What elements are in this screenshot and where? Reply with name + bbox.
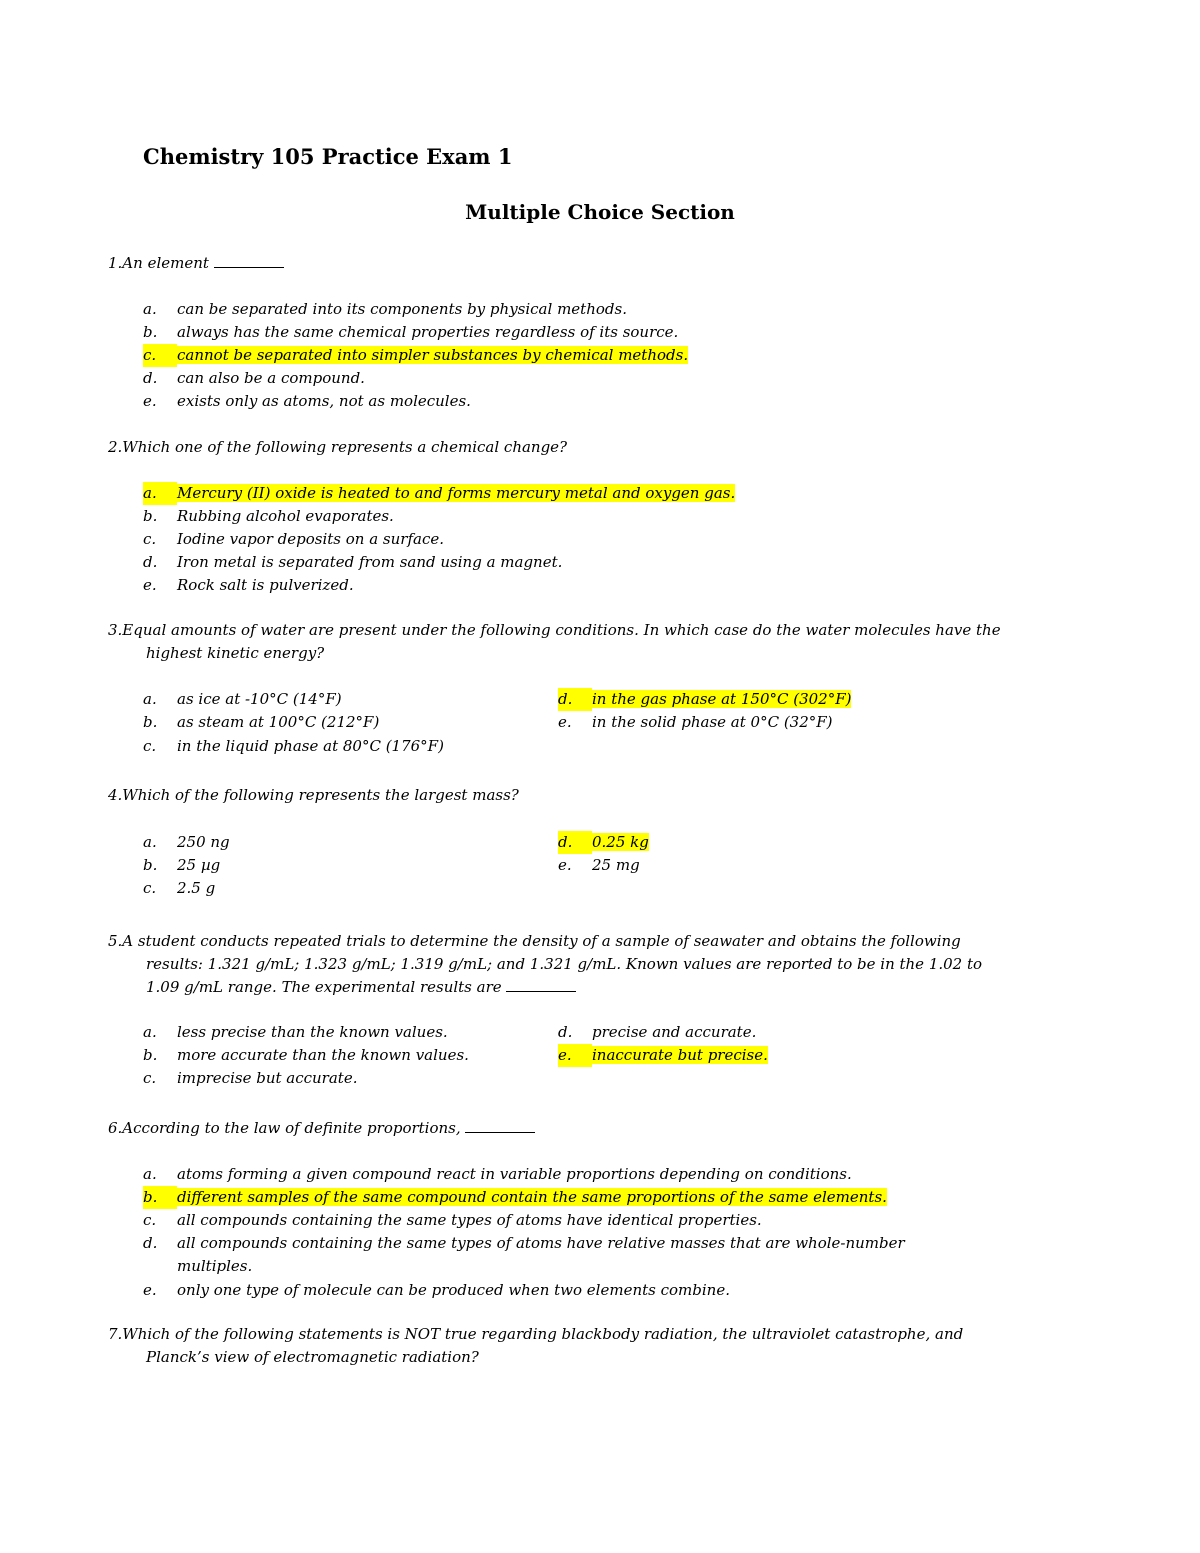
question-text-line3: 1.09 g/mL range. The experimental results are	[108, 976, 1068, 999]
document-title: Chemistry 105 Practice Exam 1	[143, 144, 513, 169]
answer-blank	[465, 1118, 535, 1133]
q1-option-c-correct: c. cannot be separated into simpler substances by chemical methods.	[143, 344, 688, 367]
q2-option-a-correct: a. Mercury (II) oxide is heated to and forms mercury metal and oxygen gas.	[143, 482, 735, 505]
question-text-line2: highest kinetic energy?	[146, 644, 325, 662]
answer-blank	[506, 977, 576, 992]
q5-option-d: d. precise and accurate.	[558, 1023, 757, 1041]
q4-option-a: a. 250 ng	[143, 833, 230, 851]
question-text: 4.Which of the following represents the largest mass?	[108, 786, 519, 804]
question-text-line1: 5.A student conducts repeated trials to determine the density of a sample of seawater and obtains the following	[108, 932, 961, 950]
q3-option-c: c. in the liquid phase at 80°C (176°F)	[143, 737, 444, 755]
question-text-line2: Planck’s view of electromagnetic radiation?	[146, 1348, 479, 1366]
q6-option-c: c. all compounds containing the same types of atoms have identical properties.	[143, 1211, 762, 1229]
q1-option-e: e. exists only as atoms, not as molecules.	[143, 392, 471, 410]
q6-option-d: d. all compounds containing the same types of atoms have relative masses that are whole-number multiples.	[143, 1234, 905, 1275]
q3-option-b: b. as steam at 100°C (212°F)	[143, 713, 380, 731]
q1-option-a: a. can be separated into its components by physical methods.	[143, 300, 627, 318]
question-text-line1: 3.Equal amounts of water are present under the following conditions. In which case do the water molecules have the	[108, 621, 1001, 639]
answer-blank	[214, 253, 284, 268]
q4-option-e: e. 25 mg	[558, 856, 640, 874]
question-5	[108, 930, 1068, 999]
q4-option-d-correct: d. 0.25 kg	[558, 831, 649, 854]
section-heading: Multiple Choice Section	[465, 200, 735, 224]
q6-option-a: a. atoms forming a given compound react in variable proportions depending on conditions.	[143, 1165, 852, 1183]
question-text-line2: results: 1.321 g/mL; 1.323 g/mL; 1.319 g/mL; and 1.321 g/mL. Known values are reported to be in the 1.02 to	[146, 955, 983, 973]
question-7	[108, 1323, 1068, 1369]
question-3	[108, 619, 1068, 665]
q6-option-b-correct: b. different samples of the same compound contain the same proportions of the same elements.	[143, 1186, 887, 1209]
question-text: 6.According to the law of definite proportions,	[108, 1119, 461, 1137]
q3-option-d-correct: d. in the gas phase at 150°C (302°F)	[558, 688, 851, 711]
question-6	[108, 1117, 1068, 1140]
q5-option-e-correct: e. inaccurate but precise.	[558, 1044, 768, 1067]
q2-option-d: d. Iron metal is separated from sand using a magnet.	[143, 553, 563, 571]
question-text: 2.Which one of the following represents a chemical change?	[108, 438, 568, 456]
question-2	[108, 436, 1068, 459]
q4-option-b: b. 25 µg	[143, 856, 221, 874]
q2-option-c: c. Iodine vapor deposits on a surface.	[143, 530, 444, 548]
question-1	[108, 252, 1068, 275]
q5-option-b: b. more accurate than the known values.	[143, 1046, 469, 1064]
q1-option-b: b. always has the same chemical properties regardless of its source.	[143, 323, 679, 341]
q1-option-d: d. can also be a compound.	[143, 369, 365, 387]
q3-option-a: a. as ice at -10°C (14°F)	[143, 690, 342, 708]
q5-option-a: a. less precise than the known values.	[143, 1023, 448, 1041]
q5-option-c: c. imprecise but accurate.	[143, 1069, 358, 1087]
q6-option-e: e. only one type of molecule can be produced when two elements combine.	[143, 1281, 730, 1299]
q2-option-e: e. Rock salt is pulverized.	[143, 576, 354, 594]
question-4	[108, 784, 1068, 807]
q4-option-c: c. 2.5 g	[143, 879, 216, 897]
q3-option-e: e. in the solid phase at 0°C (32°F)	[558, 713, 833, 731]
question-text: 1.An element	[108, 254, 209, 272]
q2-option-b: b. Rubbing alcohol evaporates.	[143, 507, 394, 525]
question-text-line1: 7.Which of the following statements is NOT true regarding blackbody radiation, the ultraviolet catastrophe, and	[108, 1325, 964, 1343]
